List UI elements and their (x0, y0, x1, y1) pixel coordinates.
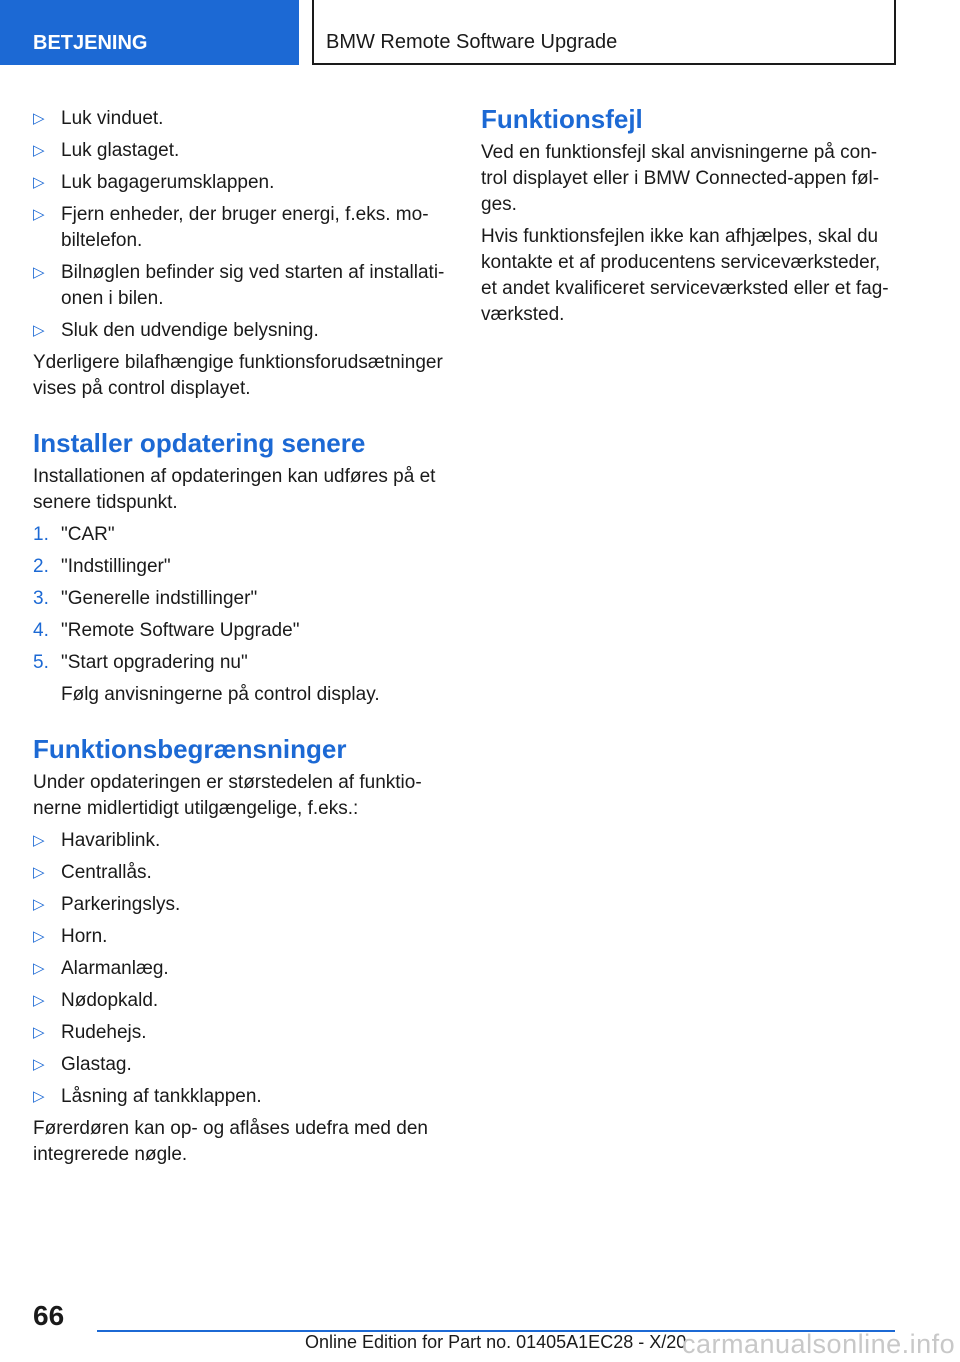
list-item-text: Fjern enheder, der bruger energi, f.eks. mo‐biltelefon. (61, 204, 429, 251)
malfunction-text-2: Hvis funktionsfejlen ikke kan afhjælpes, skal du kontakte et af producentens serviceværksteder, et andet kvalificeret serviceværksted eller et fag‐værksted. (481, 226, 889, 325)
list-item-text: Centrallås. (61, 862, 152, 883)
list-item (33, 924, 448, 950)
limitations-text: Under opdateringen er størstedelen af funktio‐nerne midlertidigt utilgængelige, f.eks.: (33, 772, 422, 819)
left-column (33, 100, 448, 1174)
list-item-text: Parkeringslys. (61, 894, 181, 915)
step-item (33, 522, 448, 548)
triangle-right-outline-icon: ▷ (33, 896, 45, 913)
list-item (33, 892, 448, 918)
section-tab (0, 0, 299, 65)
triangle-right-outline-icon: ▷ (33, 1088, 45, 1105)
triangle-right-outline-icon: ▷ (33, 322, 45, 339)
triangle-right-outline-icon: ▷ (33, 142, 45, 159)
footer-edition: Online Edition for Part no. 01405A1EC28 - X/20 (305, 1332, 687, 1352)
step-item (33, 586, 448, 612)
triangle-right-outline-icon: ▷ (33, 1024, 45, 1041)
step-note: Følg anvisningerne på control display. (61, 684, 380, 705)
heading-limitations: Funktionsbegrænsninger (33, 734, 347, 764)
triangle-right-outline-icon: ▷ (33, 992, 45, 1009)
list-item (33, 138, 448, 164)
chapter-title: BMW Remote Software Upgrade (326, 31, 618, 53)
list-item (33, 106, 448, 132)
list-item-text: Glastag. (61, 1054, 132, 1075)
list-item-text: Rudehejs. (61, 1022, 147, 1043)
step-text: "Remote Software Upgrade" (61, 620, 300, 641)
step-text: "Indstillinger" (61, 556, 171, 577)
step-item (33, 554, 448, 580)
list-item-text: Luk bagagerumsklappen. (61, 172, 275, 193)
list-item-text: Havariblink. (61, 830, 161, 851)
step-text: "Start opgradering nu" (61, 652, 248, 673)
list-item (33, 202, 448, 254)
step-number: 4. (33, 620, 49, 641)
heading-install-later: Installer opdatering senere (33, 428, 366, 458)
list-item-text: Bilnøglen befinder sig ved starten af installati‐onen i bilen. (61, 262, 445, 309)
list-item (33, 1084, 448, 1110)
steps-list (33, 522, 448, 676)
triangle-right-outline-icon: ▷ (33, 960, 45, 977)
triangle-right-outline-icon: ▷ (33, 206, 45, 223)
driver-door-note: Førerdøren kan op- og aflåses udefra med den integrerede nøgle. (33, 1118, 428, 1165)
list-item (33, 828, 448, 854)
page-number: 66 (33, 1300, 65, 1331)
heading-malfunction: Funktionsfejl (481, 104, 643, 134)
step-number: 1. (33, 524, 49, 545)
step-text: "Generelle indstillinger" (61, 588, 258, 609)
section-label: BETJENING (33, 32, 148, 54)
step-text: "CAR" (61, 524, 115, 545)
triangle-right-outline-icon: ▷ (33, 928, 45, 945)
list-item-text: Sluk den udvendige belysning. (61, 320, 319, 341)
triangle-right-outline-icon: ▷ (33, 110, 45, 127)
triangle-right-outline-icon: ▷ (33, 174, 45, 191)
list-item (33, 1052, 448, 1078)
step-number: 2. (33, 556, 49, 577)
list-item-text: Alarmanlæg. (61, 958, 169, 979)
chapter-header (312, 0, 896, 65)
list-item-text: Luk glastaget. (61, 140, 180, 161)
triangle-right-outline-icon: ▷ (33, 264, 45, 281)
limitations-list (33, 828, 448, 1110)
list-item-text: Horn. (61, 926, 108, 947)
triangle-right-outline-icon: ▷ (33, 832, 45, 849)
list-item-text: Luk vinduet. (61, 108, 164, 129)
step-number: 5. (33, 652, 49, 673)
list-item (33, 956, 448, 982)
prerequisite-note: Yderligere bilafhængige funktionsforudsætninger vises på control displayet. (33, 352, 443, 399)
triangle-right-outline-icon: ▷ (33, 864, 45, 881)
list-item (33, 1020, 448, 1046)
list-item (33, 170, 448, 196)
step-item (33, 618, 448, 644)
malfunction-text-1: Ved en funktionsfejl skal anvisningerne på con‐trol displayet eller i BMW Connected-appen føl‐ges. (481, 142, 880, 215)
triangle-right-outline-icon: ▷ (33, 1056, 45, 1073)
list-item (33, 860, 448, 886)
prerequisite-list (33, 106, 448, 344)
list-item (33, 260, 448, 312)
right-column (481, 100, 891, 334)
watermark: carmanualsonline.info (682, 1329, 956, 1359)
install-later-text: Installationen af opdateringen kan udføres på et senere tidspunkt. (33, 466, 436, 513)
list-item-text: Nødopkald. (61, 990, 159, 1011)
list-item (33, 988, 448, 1014)
step-item (33, 650, 448, 676)
list-item (33, 318, 448, 344)
step-number: 3. (33, 588, 49, 609)
list-item-text: Låsning af tankklappen. (61, 1086, 262, 1107)
